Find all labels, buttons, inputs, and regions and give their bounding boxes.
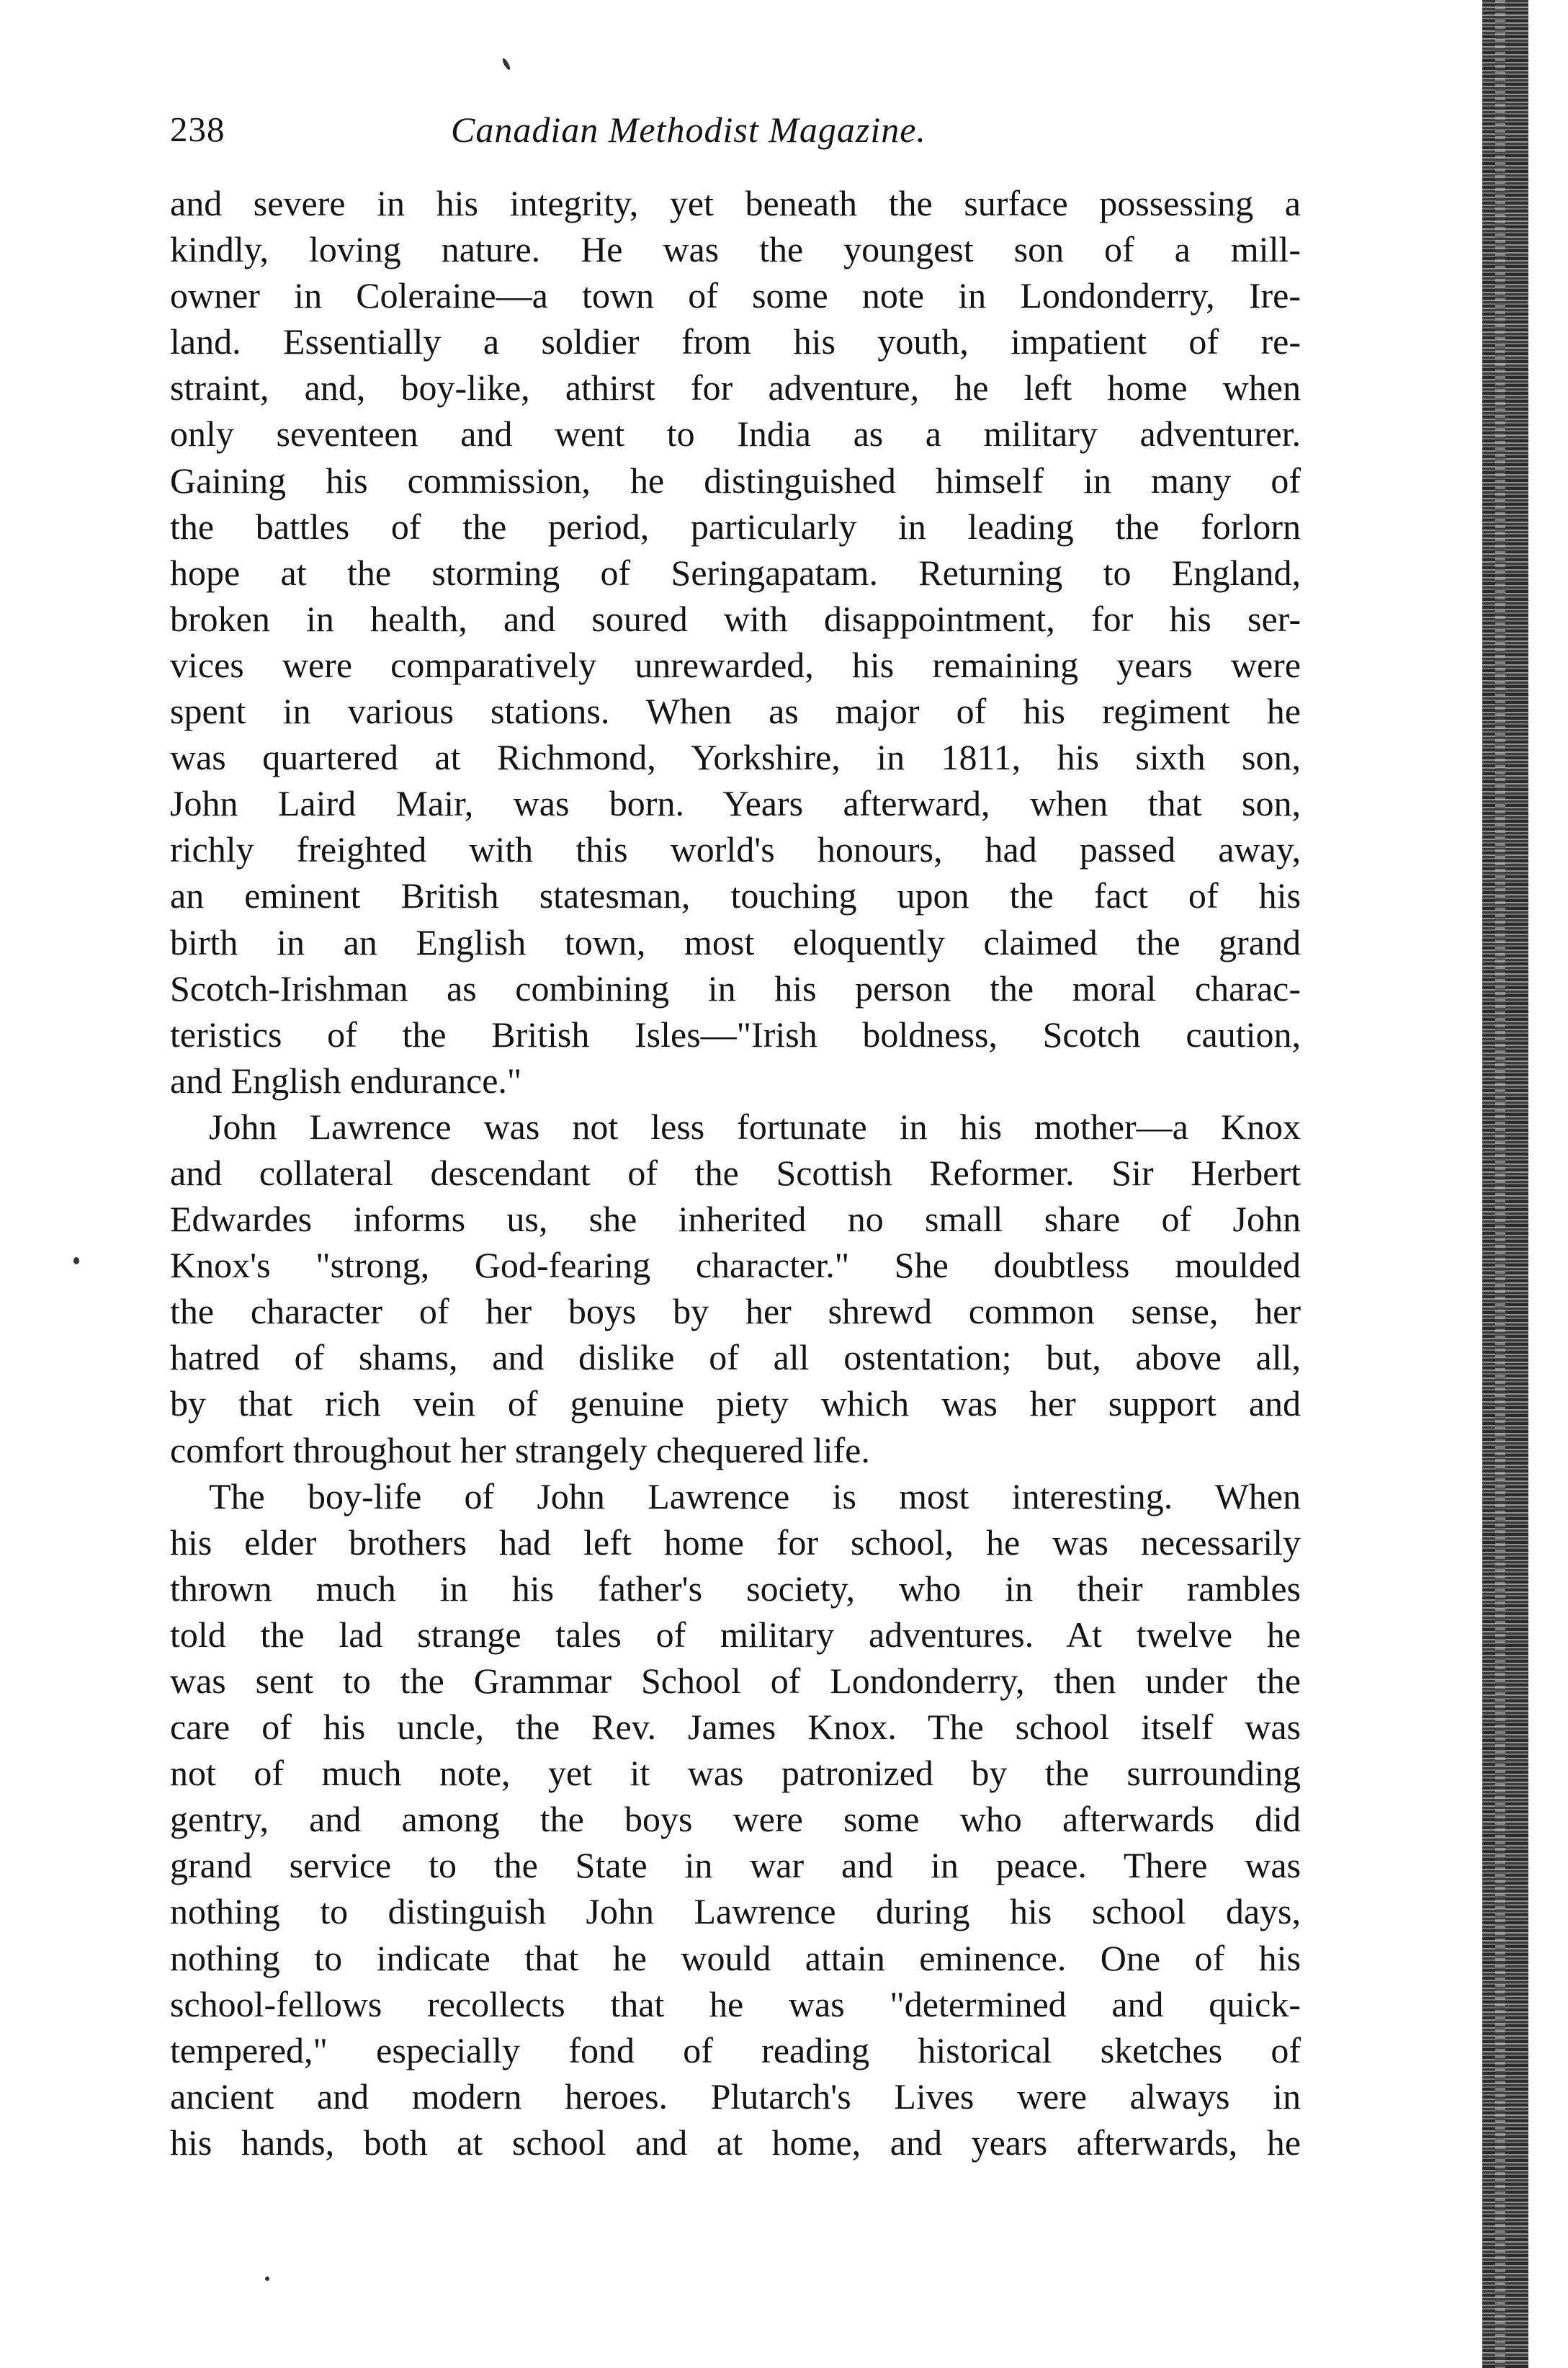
text-line: Knox's "strong, God-fearing character." She doubtless moulded	[170, 1245, 1301, 1286]
text-line: was sent to the Grammar School of Londonderry, then under the	[170, 1661, 1301, 1701]
text-line: the character of her boys by her shrewd common sense, her	[170, 1291, 1301, 1332]
text-line: told the lad strange tales of military adventures. At twelve he	[170, 1614, 1301, 1655]
text-line: his elder brothers had left home for school, he was necessarily	[170, 1522, 1301, 1563]
text-line: care of his uncle, the Rev. James Knox. The school itself was	[170, 1707, 1301, 1748]
text-line: was quartered at Richmond, Yorkshire, in 1811, his sixth son,	[170, 737, 1301, 778]
text-line: not of much note, yet it was patronized by the surrounding	[170, 1753, 1301, 1794]
article-body	[170, 180, 1301, 2166]
text-line: richly freighted with this world's honours, had passed away,	[170, 829, 1301, 870]
text-line: tempered," especially fond of reading historical sketches of	[170, 2029, 1301, 2070]
text-line: the battles of the period, particularly in leading the forlorn	[170, 506, 1301, 547]
scan-edge-shadow	[1482, 0, 1528, 2368]
ink-speck	[265, 2277, 269, 2281]
text-line: nothing to indicate that he would attain eminence. One of his	[170, 1937, 1301, 1978]
text-line: vices were comparatively unrewarded, his remaining years were	[170, 644, 1301, 685]
text-line: by that rich vein of genuine piety which was her support and	[170, 1383, 1301, 1424]
paragraph-first-line: John Lawrence was not less fortunate in his mother—a Knox	[209, 1106, 1301, 1147]
paragraph-last-line: comfort throughout her strangely chequered life.	[170, 1429, 870, 1470]
text-line: an eminent British statesman, touching upon the fact of his	[170, 875, 1301, 916]
text-line: hope at the storming of Seringapatam. Returning to England,	[170, 552, 1301, 593]
page-header	[170, 101, 1301, 158]
text-line: owner in Coleraine—a town of some note in Londonderry, Ire-	[170, 275, 1301, 316]
text-line: gentry, and among the boys were some who afterwards did	[170, 1799, 1301, 1840]
text-line: land. Essentially a soldier from his youth, impatient of re-	[170, 321, 1301, 362]
text-line: teristics of the British Isles—"Irish boldness, Scotch caution,	[170, 1014, 1301, 1055]
text-line: Gaining his commission, he distinguished himself in many of	[170, 460, 1301, 501]
text-line: kindly, loving nature. He was the youngest son of a mill-	[170, 229, 1301, 270]
paragraph-first-line: The boy-life of John Lawrence is most interesting. When	[209, 1475, 1301, 1516]
text-line: Edwardes informs us, she inherited no small share of John	[170, 1199, 1301, 1240]
text-line: nothing to distinguish John Lawrence during his school days,	[170, 1891, 1301, 1932]
text-line: hatred of shams, and dislike of all ostentation; but, above all,	[170, 1337, 1301, 1378]
running-head: Canadian Methodist Magazine.	[451, 110, 926, 150]
text-line: John Laird Mair, was born. Years afterward, when that son,	[170, 783, 1301, 824]
text-line: thrown much in his father's society, who in their rambles	[170, 1568, 1301, 1609]
text-line: birth in an English town, most eloquently claimed the grand	[170, 921, 1301, 962]
text-line: grand service to the State in war and in peace. There was	[170, 1845, 1301, 1886]
ink-speck	[73, 1257, 79, 1264]
text-line: his hands, both at school and at home, and years afterwards, he	[170, 2122, 1301, 2163]
page-number: 238	[170, 110, 225, 149]
text-line: school-fellows recollects that he was "determined and quick-	[170, 1983, 1301, 2024]
text-line: only seventeen and went to India as a military adventurer.	[170, 414, 1301, 455]
text-line: and collateral descendant of the Scottish Reformer. Sir Herbert	[170, 1152, 1301, 1193]
text-line: spent in various stations. When as major of his regiment he	[170, 691, 1301, 732]
text-line: ancient and modern heroes. Plutarch's Lives were always in	[170, 2076, 1301, 2117]
paragraph-last-line: and English endurance."	[170, 1060, 522, 1101]
text-line: broken in health, and soured with disappointment, for his ser-	[170, 598, 1301, 639]
text-line: and severe in his integrity, yet beneath the surface possessing a	[170, 183, 1301, 223]
text-line: Scotch-Irishman as combining in his person the moral charac-	[170, 968, 1301, 1009]
ink-speck	[501, 58, 511, 71]
text-line: straint, and, boy-like, athirst for adventure, he left home when	[170, 367, 1301, 408]
